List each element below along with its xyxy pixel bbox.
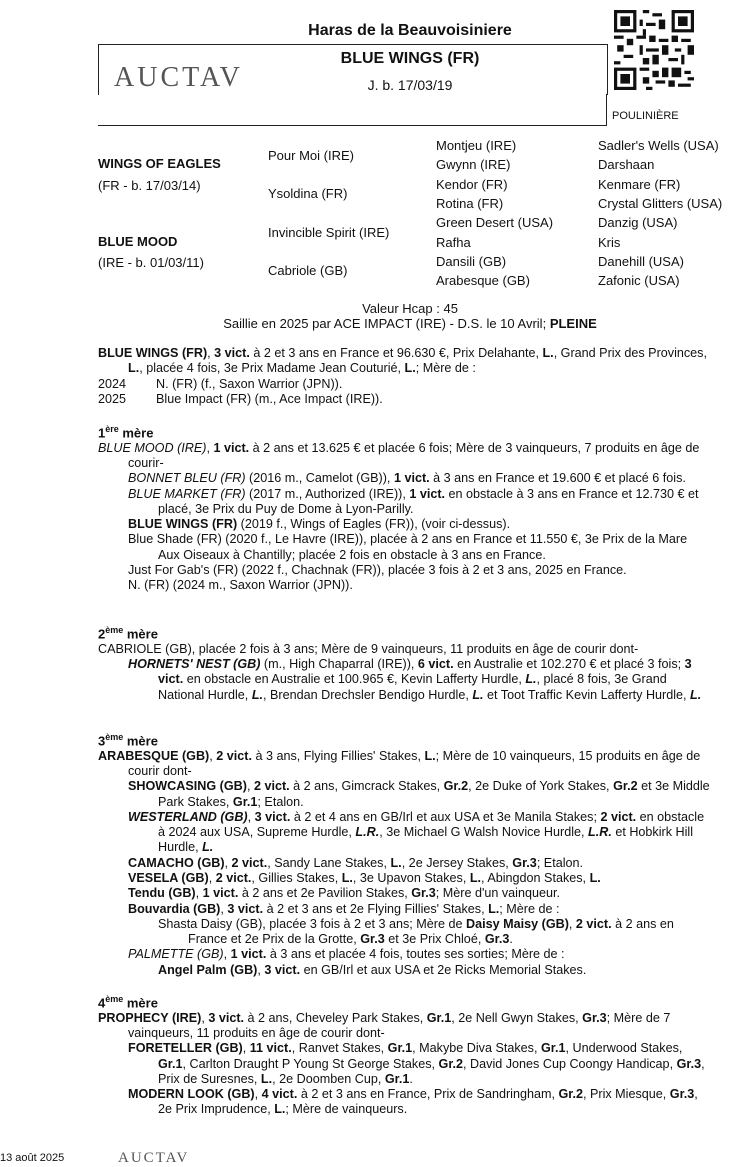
section-title: 4ème mère <box>98 994 158 1011</box>
section-title: 3ème mère <box>98 732 158 749</box>
horse-name: BLUE WINGS (FR) <box>340 50 480 67</box>
hcap-value: Valeur Hcap : 45 <box>362 301 458 316</box>
pedigree-g4: Crystal Glitters (USA) <box>598 196 723 211</box>
pedigree-g3: Arabesque (GB) <box>436 273 530 288</box>
pedigree-g4: Sadler's Wells (USA) <box>598 138 719 153</box>
footer-logo: AUCTAV <box>118 1150 190 1166</box>
footer-date: 13 août 2025 <box>0 1152 65 1164</box>
breeder-name: Haras de la Beauvoisiniere <box>308 22 512 39</box>
saillie-status: PLEINE <box>549 316 597 331</box>
pedigree-g2: Ysoldina (FR) <box>268 186 348 201</box>
auctav-logo: AUCTAV <box>114 62 243 93</box>
saillie-line: Saillie en 2025 par ACE IMPACT (IRE) - D.S. le 10 Avril; PLEINE <box>223 316 597 331</box>
header-divider <box>98 125 607 126</box>
pedigree-g3: Rafha <box>436 235 471 250</box>
pedigree-g2: Pour Moi (IRE) <box>268 148 354 163</box>
role-label: POULINIÈRE <box>612 110 679 122</box>
pedigree-g4: Kris <box>598 235 621 250</box>
pedigree-g3: Green Desert (USA) <box>436 215 554 230</box>
qr-code-icon <box>614 10 694 90</box>
pedigree-g2: Cabriole (GB) <box>268 263 348 278</box>
second-dam-section: 2ème mère CABRIOLE (GB), placée 2 fois à 3 ans; Mère de 9 vainqueurs, 11 produits en âge de courir dont- HORNETS' NEST (GB) (m., High Chaparral (IRE)), 6 vict. en Australie et 102.270 € et placé 3 fois; 3 vict. en obstacle en Australie et 100.965 €, Kevin Lafferty Hurdle, L., placé 8 fois, 3e Grand National Hurdle, L., Brendan Drechsler Bendigo Hurdle, L. et Toot Traffic Kevin Lafferty Hurdle, L. <box>98 623 710 703</box>
pedigree-g3: Dansili (GB) <box>436 254 507 269</box>
pedigree-g3: Rotina (FR) <box>436 196 504 211</box>
pedigree-g4: Danzig (USA) <box>598 215 678 230</box>
sire-info: (FR - b. 17/03/14) <box>98 178 201 193</box>
section-title: 1ère mère <box>98 424 154 441</box>
pedigree-g4: Zafonic (USA) <box>598 273 680 288</box>
horse-birth: J. b. 17/03/19 <box>367 77 453 93</box>
header-divider <box>606 94 607 126</box>
section-title: 2ème mère <box>98 625 158 642</box>
dam-name: BLUE MOOD <box>98 234 178 249</box>
pedigree-g4: Darshaan <box>598 157 655 172</box>
pedigree-g3: Montjeu (IRE) <box>436 138 517 153</box>
pedigree-g3: Gwynn (IRE) <box>436 157 511 172</box>
sire-name: WINGS OF EAGLES <box>98 156 221 171</box>
dam-info: (IRE - b. 01/03/11) <box>98 255 204 270</box>
pedigree-g4: Kenmare (FR) <box>598 177 681 192</box>
third-dam-section: 3ème mère ARABESQUE (GB), 2 vict. à 3 ans, Flying Fillies' Stakes, L.; Mère de 10 vainqueurs, 15 produits en âge de courir dont- SHOWCASING (GB), 2 vict. à 2 ans, Gimcrack Stakes, Gr.2, 2e Duke of York Stakes, Gr.2 et 3e Middle Park Stakes, Gr.1; Etalon. WESTERLAND (GB), 3 vict. à 2 et 4 ans en GB/Irl et aux USA et 3e Manila Stakes; 2 vict. en obstacle à 2024 aux USA, Supreme Hurdle, L.R., 3e Michael G Walsh Novice Hurdle, L.R. et Hobkirk Hill Hurdle, L. CAMACHO (GB), 2 vict., Sandy Lane Stakes, L., 2e Jersey Stakes, Gr.3; Etalon. VESELA (GB), 2 vict., Gillies Stakes, L., 3e Upavon Stakes, L., Abingdon Stakes, L. Tendu (GB), 1 vict. à 2 ans et 2e Pavilion Stakes, Gr.3; Mère d'un vainqueur. Bouvardia (GB), 3 vict. à 2 et 3 ans et 2e Flying Fillies' Stakes, L.; Mère de : Shasta Daisy (GB), placée 3 fois à 2 et 3 ans; Mère de Daisy Maisy (GB), 2 vict. à 2 ans en France et 2e Prix de la Grotte, Gr.3 et 3e Prix Chloé, Gr.3. PALMETTE (GB), 1 vict. à 3 ans et placée 4 fois, toutes ses sorties; Mère de : Angel Palm (GB), 3 vict. en GB/Irl et aux USA et 2e Ricks Memorial Stakes. <box>98 732 710 977</box>
first-dam-section: 1ère mère BLUE MOOD (IRE), 1 vict. à 2 ans et 13.625 € et placée 6 fois; Mère de 3 vainqueurs, 7 produits en âge de courir- BONNET BLEU (FR) (2016 m., Camelot (GB)), 1 vict. à 3 ans en France et 19.600 € et placé 6 fois. BLUE MARKET (FR) (2017 m., Authorized (IRE)), 1 vict. en obstacle à 3 ans en France et 12.730 € et placé, 3e Prix du Puy de Dome à Lyon-Parilly. BLUE WINGS (FR) (2019 f., Wings of Eagles (FR)), (voir ci-dessus). Blue Shade (FR) (2020 f., Le Havre (IRE)), placée à 2 ans en France et 11.550 €, 3e Prix de la Mare Aux Oiseaux à Chantilly; placée 2 fois en obstacle à 3 ans en France. Just For Gab's (FR) (2022 f., Chachnak (FR)), placée 3 fois à 2 et 3 ans, 2025 en France. N. (FR) (2024 m., Saxon Warrior (JPN)). <box>98 422 710 594</box>
pedigree-g3: Kendor (FR) <box>436 177 508 192</box>
intro-section: BLUE WINGS (FR), 3 vict. à 2 et 3 ans en France et 96.630 €, Prix Delahante, L., Grand Prix des Provinces, L., placée 4 fois, 3e Prix Madame Jean Couturié, L.; Mère de : 2024 N. (FR) (f., Saxon Warrior (JPN)). 2025 Blue Impact (FR) (m., Ace Impact (IRE)). <box>98 346 707 406</box>
pedigree-g2: Invincible Spirit (IRE) <box>268 225 390 240</box>
fourth-dam-section: 4ème mère PROPHECY (IRE), 3 vict. à 2 ans, Cheveley Park Stakes, Gr.1, 2e Nell Gwyn Stakes, Gr.3; Mère de 7 vainqueurs, 11 produits en âge de courir dont- FORETELLER (GB), 11 vict., Ranvet Stakes, Gr.1, Makybe Diva Stakes, Gr.1, Underwood Stakes, Gr.1, Carlton Draught P Young St George Stakes, Gr.2, David Jones Cup Coongy Handicap, Gr.3, Prix de Suresnes, L., 2e Doomben Cup, Gr.1. MODERN LOOK (GB), 4 vict. à 2 et 3 ans en France, Prix de Sandringham, Gr.2, Prix Miesque, Gr.3, 2e Prix Imprudence, L.; Mère de vainqueurs. <box>98 992 710 1118</box>
pedigree-g4: Danehill (USA) <box>598 254 684 269</box>
